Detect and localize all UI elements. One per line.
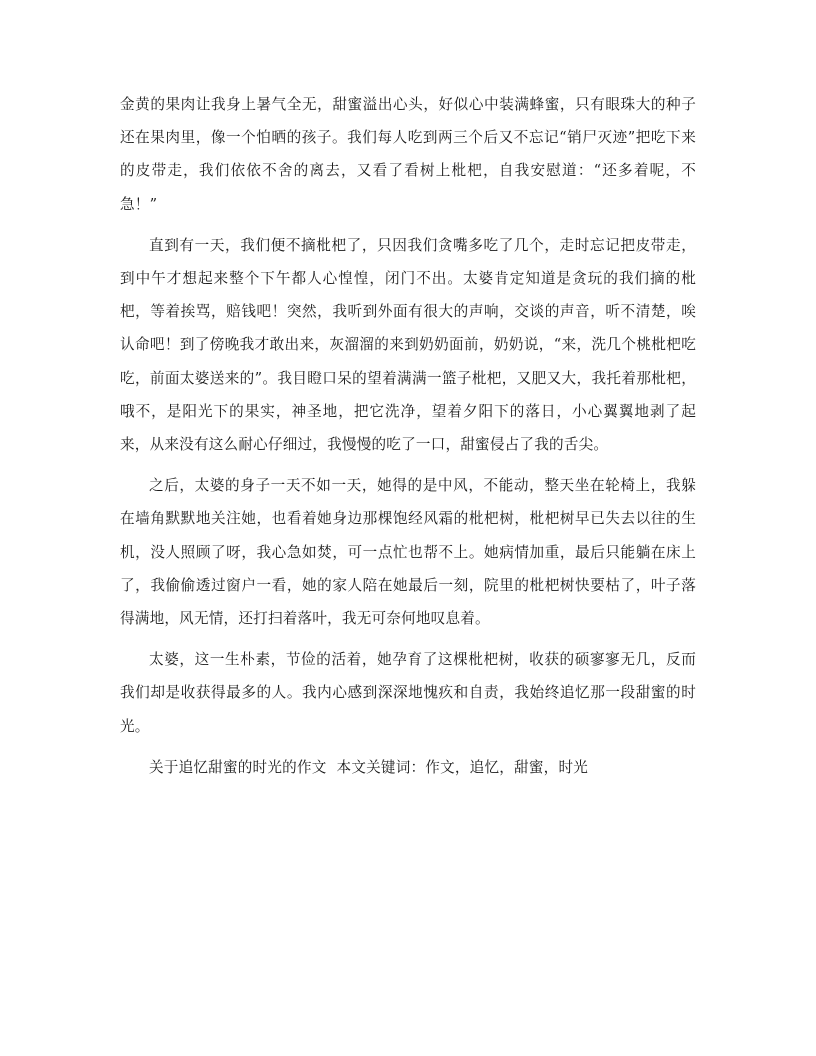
paragraph-2: 直到有一天，我们便不摘枇杷了，只因我们贪嘴多吃了几个，走时忘记把皮带走，到中午才想起来整个下午都人心惶惶，闭门不出。太婆肯定知道是贪玩的我们摘的枇杷，等着挨骂，赔钱吧！突然，我听到外面有很大的声响，交谈的声音，听不清楚，唉认命吧！到了傍晚我才敢出来，灰溜溜的来到奶奶面前，奶奶说，“来，洗几个桃枇杷吃吃，前面太婆送来的”。我目瞪口呆的望着满满一篮子枇杷，又肥又大，我托着那枇杷，哦不，是阳光下的果实，神圣地，把它洗净，望着夕阳下的落日，小心翼翼地剥了起来，从来没有这么耐心仔细过，我慢慢的吃了一口，甜蜜侵占了我的舌尖。 (120, 236, 696, 454)
paragraph-4: 太婆，这一生朴素，节俭的活着，她孕育了这棵枇杷树，收获的硕寥寥无几，反而我们却是收获得最多的人。我内心感到深深地愧疚和自责，我始终追忆那一段甜蜜的时光。 (120, 651, 696, 735)
footer-keywords: 本文关键词：作文，追忆，甜蜜，时光 (336, 758, 589, 776)
paragraph-1: 金黄的果肉让我身上暑气全无，甜蜜溢出心头，好似心中装满蜂蜜，只有眼珠大的种子还在果肉里，像一个怕晒的孩子。我们每人吃到两三个后又不忘记“销尸灭迹”把吃下来的皮带走，我们依依不舍的离去，又看了看树上枇杷，自我安慰道：“还多着呢，不急！” (120, 96, 696, 213)
footer-title: 关于追忆甜蜜的时光的作文 (149, 758, 327, 776)
document-page (120, 88, 696, 784)
document-footer (120, 751, 696, 784)
paragraph-3: 之后，太婆的身子一天不如一天，她得的是中风，不能动，整天坐在轮椅上，我躲在墙角默默地关注她，也看着她身边那棵饱经风霜的枇杷树，枇杷树早已失去以往的生机，没人照顾了呀，我心急如焚，可一点忙也帮不上。她病情加重，最后只能躺在床上了，我偷偷透过窗户一看，她的家人陪在她最后一刻，院里的枇杷树快要枯了，叶子落得满地，风无情，还打扫着落叶，我无可奈何地叹息着。 (120, 477, 696, 628)
